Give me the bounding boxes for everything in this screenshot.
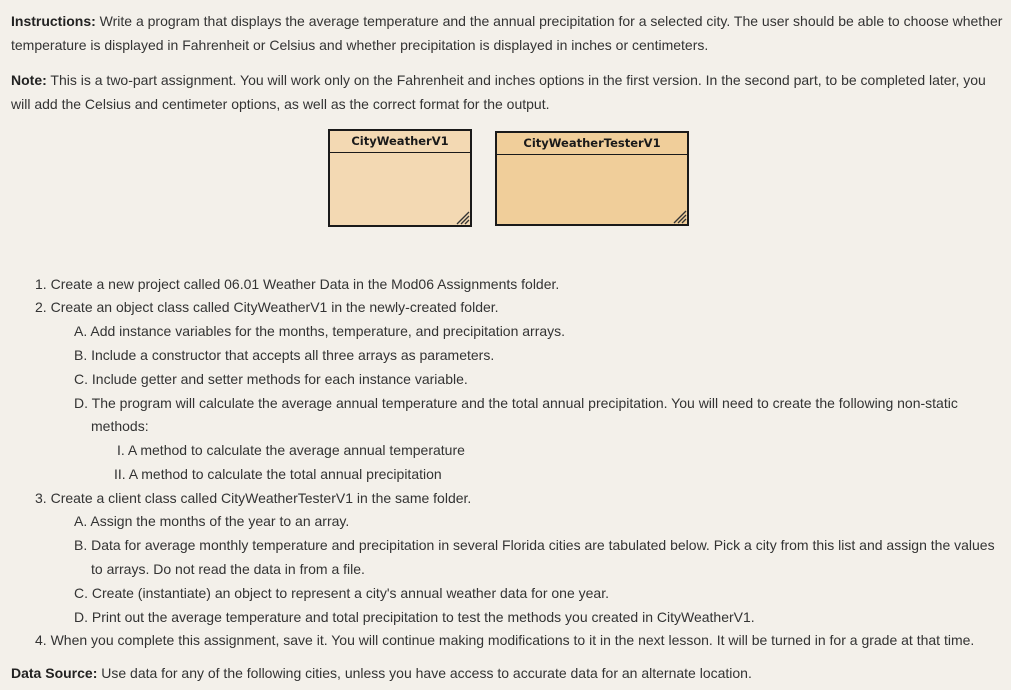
note-label: Note: [11,72,47,88]
list-item-step-3 [35,486,471,510]
list-item-step-3a [74,509,349,533]
list-number: 3. [35,490,47,506]
list-item-text: Include a constructor that accepts all three arrays as parameters. [91,347,495,363]
list-letter: D. [74,395,88,411]
list-item-step-2d [74,391,958,415]
list-number: 4. [35,632,47,648]
list-letter: C. [74,585,88,601]
list-item-step-3c [74,581,609,605]
list-roman: I. [117,442,125,458]
list-letter: B. [74,537,88,553]
list-item-text: Assign the months of the year to an array. [90,513,350,529]
uml-class-box-cityweatherv1 [328,129,472,227]
list-item-text: The program will calculate the average annual temperature and the total annual precipitation. You will need to create the following non-static [91,395,958,411]
resize-grip-icon [454,209,470,225]
list-item-step-2d-i [117,438,465,462]
list-item-text: Add instance variables for the months, temperature, and precipitation arrays. [90,323,566,339]
list-letter: C. [74,371,88,387]
uml-class-name: CityWeatherTesterV1 [497,133,687,155]
list-item-text: Create a client class called CityWeatherTesterV1 in the same folder. [50,490,472,506]
data-source-paragraph [11,661,1006,685]
list-item-step-2c [74,367,468,391]
list-item-step-2d-ii [114,462,442,486]
uml-class-box-cityweathertesterv1 [495,131,689,226]
list-item-text: Include getter and setter methods for each instance variable. [91,371,468,387]
list-roman: II. [114,466,126,482]
list-item-text: Create (instantiate) an object to represent a city's annual weather data for one year. [91,585,609,601]
list-item-text: Data for average monthly temperature and precipitation in several Florida cities are tabulated below. Pick a city from this list and assign the values [91,537,995,553]
resize-grip-icon [671,208,687,224]
list-item-text: Create a new project called 06.01 Weather Data in the Mod06 Assignments folder. [50,276,560,292]
list-item-text: A method to calculate the total annual precipitation [128,466,442,482]
instructions-paragraph [11,9,1006,57]
uml-class-name: CityWeatherV1 [330,131,470,153]
list-item-step-3b-continuation: to arrays. Do not read the data in from a file. [91,561,365,577]
list-item-step-2 [35,295,499,319]
list-letter: D. [74,609,88,625]
list-letter: A. [74,513,88,529]
list-item-text: Print out the average temperature and total precipitation to test the methods you created in CityWeatherV1. [91,609,755,625]
list-item-text: When you complete this assignment, save it. You will continue making modifications to it in the next lesson. It will be turned in for a grade at that time. [50,632,975,648]
list-number: 2. [35,299,47,315]
instructions-text: Write a program that displays the average temperature and the annual precipitation for a selected city. The user should be able to choose whether temperature is displayed in Fahrenheit or Celsius and whether precipitation is displayed in inches or centimeters. [11,13,1003,53]
data-source-text: Use data for any of the following cities, unless you have access to accurate data for an alternate location. [101,665,752,681]
list-item-step-1 [35,272,559,296]
list-letter: A. [74,323,88,339]
data-source-label: Data Source: [11,665,98,681]
list-item-step-3d [74,605,755,629]
list-item-step-2b [74,343,494,367]
note-paragraph [11,68,1006,116]
list-item-text: A method to calculate the average annual temperature [127,442,465,458]
instructions-label: Instructions: [11,13,96,29]
list-item-text: Create an object class called CityWeatherV1 in the newly-created folder. [50,299,499,315]
list-letter: B. [74,347,88,363]
list-item-step-2a [74,319,565,343]
list-item-step-3b [74,533,995,557]
list-number: 1. [35,276,47,292]
note-text: This is a two-part assignment. You will work only on the Fahrenheit and inches options in the first version. In the second part, to be completed later, you will add the Celsius and centimeter options, as well as the correct format for the output. [11,72,986,112]
list-item-step-4 [35,628,974,652]
list-item-step-2d-continuation: methods: [91,418,149,434]
